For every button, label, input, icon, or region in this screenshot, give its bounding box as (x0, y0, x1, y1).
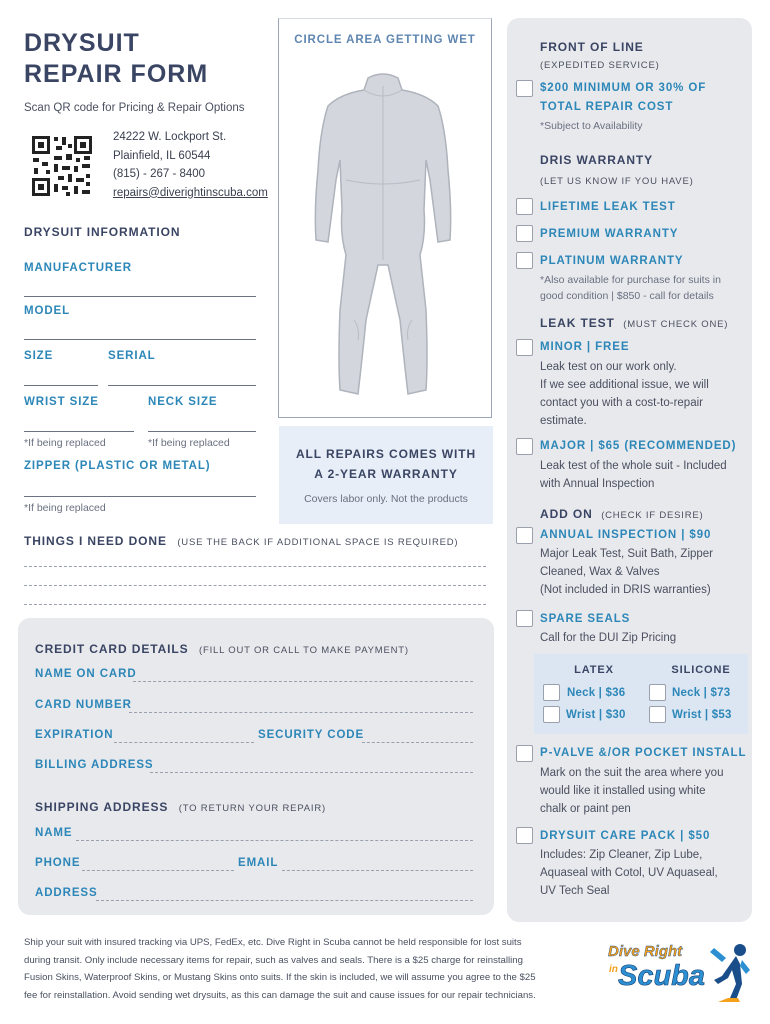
dive-right-logo[interactable] (606, 940, 756, 1008)
addon-heading-row (540, 505, 703, 523)
model-field[interactable] (24, 339, 256, 340)
front-option-note: *Subject to Availability (540, 120, 643, 132)
latex-neck-checkbox[interactable] (543, 684, 560, 701)
logo-line-1: Dive Right (608, 943, 683, 960)
drysuit-illustration[interactable] (298, 60, 468, 410)
premium-warranty-label: PREMIUM WARRANTY (540, 228, 679, 240)
scan-text: Scan QR code for Pricing & Repair Options (24, 102, 245, 114)
credit-heading: CREDIT CARD DETAILS (35, 642, 189, 656)
warranty-line-1: ALL REPAIRS COMES WITH (295, 447, 477, 461)
care-pack-checkbox[interactable] (516, 827, 533, 844)
care-desc-1: Includes: Zip Cleaner, Zip Lube, (540, 849, 703, 861)
dris-heading: DRIS WARRANTY (540, 153, 654, 167)
manufacturer-label: MANUFACTURER (24, 262, 132, 274)
pvalve-desc-1: Mark on the suit the area where you (540, 767, 724, 779)
minor-checkbox[interactable] (516, 339, 533, 356)
diver-icon (702, 940, 754, 1002)
care-desc-2: Aquaseal with Cotol, UV Aquaseal, (540, 867, 718, 879)
care-pack-description (540, 846, 718, 900)
wrist-size-field[interactable] (24, 431, 134, 432)
minor-desc-1: Leak test on our work only. (540, 361, 677, 373)
neck-size-label: NECK SIZE (148, 396, 218, 408)
drysuit-info-heading: DRYSUIT INFORMATION (24, 225, 181, 239)
wrist-replaced-note: *If being replaced (24, 437, 106, 449)
name-on-card-label: NAME ON CARD (35, 668, 137, 680)
ship-name-field[interactable] (76, 840, 473, 841)
spare-seals-label: SPARE SEALS (540, 613, 631, 625)
neck-size-field[interactable] (148, 431, 256, 432)
warranty-line-2: A 2-YEAR WARRANTY (314, 467, 458, 481)
security-code-field[interactable] (362, 742, 473, 743)
latex-wrist-label: Wrist | $30 (566, 709, 626, 721)
silicone-header: SILICONE (671, 664, 731, 676)
front-option-line-1: $200 MINIMUM OR 30% OF (540, 82, 707, 94)
leak-test-heading-row (540, 314, 728, 332)
title-line-1: DRYSUIT (24, 29, 140, 57)
annual-desc-3: (Not included in DRIS warranties) (540, 584, 711, 596)
ship-email-label: EMAIL (238, 857, 279, 869)
ship-phone-field[interactable] (82, 870, 234, 871)
pvalve-desc-2: would like it installed using white (540, 785, 706, 797)
credit-sub: (FILL OUT OR CALL TO MAKE PAYMENT) (199, 645, 409, 656)
security-code-label: SECURITY CODE (258, 729, 365, 741)
zipper-label: ZIPPER (PLASTIC OR METAL) (24, 460, 211, 472)
things-sub: (USE THE BACK IF ADDITIONAL SPACE IS REQUIRED) (177, 537, 459, 548)
contact-block (113, 128, 268, 202)
expiration-field[interactable] (114, 742, 254, 743)
things-heading-row (24, 532, 458, 550)
front-of-line-checkbox[interactable] (516, 80, 533, 97)
things-line-3[interactable] (24, 604, 486, 605)
expiration-label: EXPIRATION (35, 729, 114, 741)
minor-label: MINOR | FREE (540, 341, 630, 353)
logo-line-2: in (609, 964, 618, 975)
things-line-2[interactable] (24, 585, 486, 586)
shipping-heading-row (35, 798, 326, 816)
zipper-replaced-note: *If being replaced (24, 502, 106, 514)
address-line-2: Plainfield, IL 60544 (113, 149, 211, 162)
premium-warranty-checkbox[interactable] (516, 225, 533, 242)
wrist-size-label: WRIST SIZE (24, 396, 99, 408)
dris-sub: (LET US KNOW IF YOU HAVE) (540, 176, 694, 187)
latex-header: LATEX (574, 664, 614, 676)
pvalve-label: P-VALVE &/OR POCKET INSTALL (540, 747, 747, 759)
ship-name-label: NAME (35, 827, 73, 839)
annual-desc-1: Major Leak Test, Suit Bath, Zipper (540, 548, 714, 560)
spare-seals-desc: Call for the DUI Zip Pricing (540, 632, 677, 644)
platinum-note-1: *Also available for purchase for suits in (540, 274, 721, 286)
platinum-warranty-checkbox[interactable] (516, 252, 533, 269)
leak-test-sub: (MUST CHECK ONE) (623, 319, 729, 330)
major-label: MAJOR | $65 (RECOMMENDED) (540, 440, 737, 452)
footer-line-1: Ship your suit with insured tracking via UPS, FedEx, etc. Dive Right in Scuba cannot be held responsible for lost suits (24, 937, 522, 948)
address-line-1: 24222 W. Lockport St. (113, 131, 227, 143)
ship-address-label: ADDRESS (35, 887, 98, 899)
title-line-2: REPAIR FORM (24, 60, 209, 88)
silicone-wrist-checkbox[interactable] (649, 706, 666, 723)
latex-neck-label: Neck | $36 (567, 687, 626, 699)
minor-desc-2: If we see additional issue, we will (540, 379, 709, 391)
ship-address-field[interactable] (96, 900, 473, 901)
credit-heading-row (35, 640, 409, 658)
footer-line-4: fee for reinstallation. Avoid sending wet drysuits, as this can damage the suit and cause issues for our repair technicians. (24, 989, 536, 1001)
size-field[interactable] (24, 385, 98, 386)
model-label: MODEL (24, 305, 71, 317)
major-desc-1: Leak test of the whole suit - Included (540, 460, 727, 472)
ship-email-field[interactable] (282, 870, 473, 871)
minor-desc-3: contact you with a cost-to-repair (540, 397, 703, 409)
pvalve-checkbox[interactable] (516, 745, 533, 762)
major-desc-2: with Annual Inspection (540, 478, 655, 490)
size-label: SIZE (24, 350, 54, 362)
leak-test-heading: LEAK TEST (540, 316, 615, 330)
manufacturer-field[interactable] (24, 296, 256, 297)
major-checkbox[interactable] (516, 438, 533, 455)
minor-description (540, 358, 709, 430)
zipper-field[interactable] (24, 496, 256, 497)
footer-line-2: during transit. Only include necessary items for repair, such as valves and seals. There is a $25 charge for reinstalling (24, 954, 523, 966)
billing-address-field[interactable] (150, 772, 473, 773)
annual-inspection-checkbox[interactable] (516, 527, 533, 544)
card-number-label: CARD NUMBER (35, 699, 132, 711)
front-option-line-2: TOTAL REPAIR COST (540, 101, 674, 113)
pvalve-description (540, 764, 723, 818)
email-link[interactable]: repairs@diverightinscuba.com (113, 186, 268, 199)
suit-heading: CIRCLE AREA GETTING WET (294, 34, 476, 46)
warranty-note: Covers labor only. Not the products (304, 493, 468, 505)
serial-label: SERIAL (108, 350, 156, 362)
name-on-card-field[interactable] (133, 681, 473, 682)
annual-description (540, 545, 713, 599)
phone-number[interactable]: (815) - 267 - 8400 (113, 168, 206, 180)
care-pack-label: DRYSUIT CARE PACK | $50 (540, 830, 711, 842)
qr-code-icon[interactable] (30, 134, 94, 198)
things-heading: THINGS I NEED DONE (24, 534, 167, 548)
addon-sub: (CHECK IF DESIRE) (601, 510, 704, 521)
logo-line-3: Scuba (618, 960, 706, 992)
things-line-1[interactable] (24, 566, 486, 567)
lifetime-leak-label: LIFETIME LEAK TEST (540, 201, 676, 213)
serial-field[interactable] (108, 385, 256, 386)
silicone-wrist-label: Wrist | $53 (672, 709, 732, 721)
ship-phone-label: PHONE (35, 857, 81, 869)
pvalve-desc-3: chalk or paint pen (540, 803, 631, 815)
form-title (24, 28, 208, 90)
silicone-neck-label: Neck | $73 (672, 687, 731, 699)
front-of-line-sub: (EXPEDITED SERVICE) (540, 60, 660, 71)
front-of-line-heading: FRONT OF LINE (540, 40, 644, 54)
addon-heading: ADD ON (540, 507, 593, 521)
annual-desc-2: Cleaned, Wax & Valves (540, 566, 660, 578)
footer-line-3: Fusion Skins, Waterproof Skins, or Mustang Skins onto suits. If the skin is included, we will assume you agree to the $25 (24, 972, 536, 983)
spare-seals-checkbox[interactable] (516, 610, 533, 627)
annual-inspection-label: ANNUAL INSPECTION | $90 (540, 529, 712, 541)
lifetime-leak-checkbox[interactable] (516, 198, 533, 215)
major-description (540, 457, 727, 493)
minor-desc-4: estimate. (540, 415, 587, 427)
platinum-warranty-label: PLATINUM WARRANTY (540, 255, 684, 267)
billing-address-label: BILLING ADDRESS (35, 759, 154, 771)
latex-wrist-checkbox[interactable] (543, 706, 560, 723)
platinum-note-2: good condition | $850 - call for details (540, 290, 714, 302)
shipping-heading: SHIPPING ADDRESS (35, 800, 169, 814)
shipping-sub: (TO RETURN YOUR REPAIR) (178, 803, 326, 814)
neck-replaced-note: *If being replaced (148, 437, 230, 449)
silicone-neck-checkbox[interactable] (649, 684, 666, 701)
card-number-field[interactable] (129, 712, 473, 713)
footer-disclaimer (24, 934, 596, 1004)
care-desc-3: UV Tech Seal (540, 885, 610, 897)
